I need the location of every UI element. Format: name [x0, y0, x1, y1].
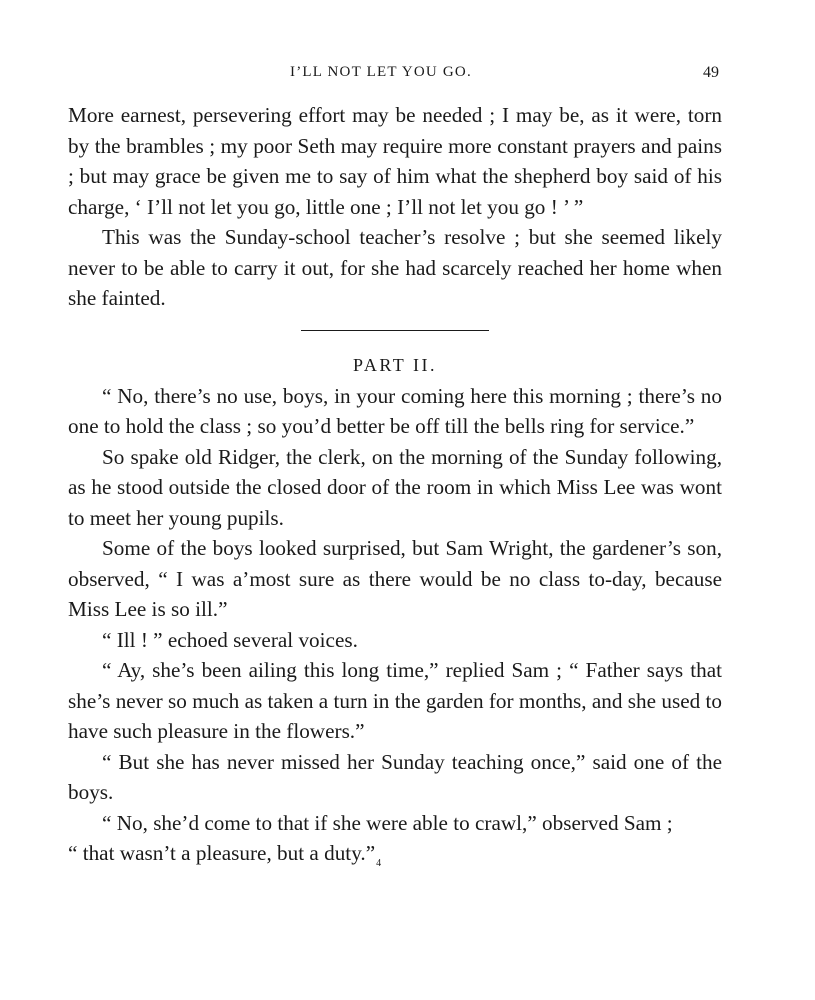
section-title: PART II.	[353, 354, 437, 375]
running-title: I’LL NOT LET YOU GO.	[290, 64, 472, 80]
paragraph-7: “ Ay, she’s been ailing this long time,” replied Sam ; “ Father says that she’s never so much as taken a turn in the garden for months, and she used to have such pleasure in the flowers.”	[68, 658, 722, 743]
running-head	[0, 64, 815, 86]
signature-mark: 4	[376, 858, 382, 869]
paragraph-10	[68, 838, 722, 880]
paragraph-9: “ No, she’d come to that if she were able to crawl,” observed Sam ;	[102, 810, 673, 835]
page-number: 49	[703, 64, 719, 81]
paragraph-1: More earnest, persevering effort may be needed ; I may be, as it were, torn by the brambles ; my poor Seth may require more constant prayers and pains ; but may grace be given me to say of him what the shepherd boy said of his charge, ‘ I’ll not let you go, little one ; I’ll not let you go ! ’ ”	[68, 103, 722, 219]
paragraph-2: This was the Sunday-school teacher’s resolve ; but she seemed likely never to be able to carry it out, for she had scarcely reached her home when she fainted.	[68, 225, 722, 310]
section-divider	[301, 330, 489, 331]
main-text	[68, 100, 722, 880]
paragraph-10-text: “ that wasn’t a pleasure, but a duty.”	[68, 841, 376, 865]
paragraph-5: Some of the boys looked surprised, but Sam Wright, the gardener’s son, observed, “ I was a’most sure as there would be no class to-day, because Miss Lee is so ill.”	[68, 536, 722, 621]
paragraph-6: “ Ill ! ” echoed several voices.	[102, 627, 358, 652]
paragraph-8: “ But she has never missed her Sunday teaching once,” said one of the boys.	[68, 749, 722, 804]
paragraph-4: So spake old Ridger, the clerk, on the morning of the Sunday following, as he stood outside the closed door of the room in which Miss Lee was wont to meet her young pupils.	[68, 444, 722, 530]
paragraph-3: “ No, there’s no use, boys, in your coming here this morning ; there’s no one to hold the class ; so you’d better be off till the bells ring for service.”	[68, 383, 722, 438]
